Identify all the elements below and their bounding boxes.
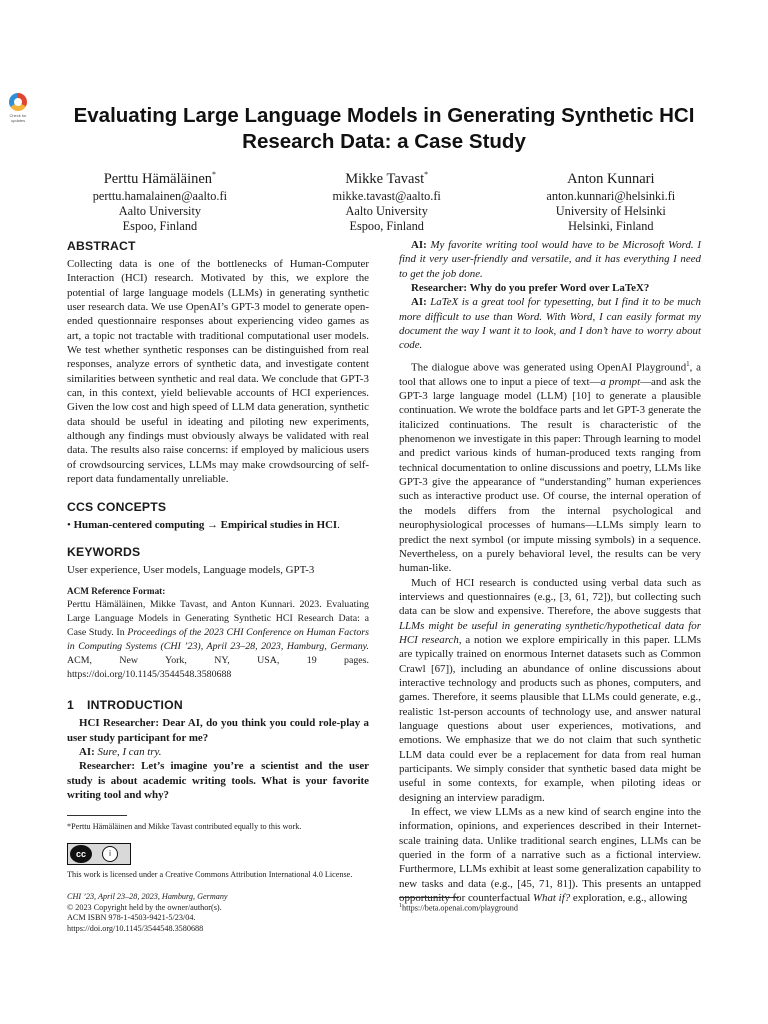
license-text: This work is licensed under a Creative Commons Attribution International 4.0 License. <box>67 869 353 879</box>
text-run: Much of HCI research is conducted using verbal data such as interviews and questionnaires (e.g., [3, 61, 72]), but collecting such data can be slow and expensive. Therefore, the above suggests that <box>399 576 701 618</box>
author-mark: * <box>424 170 429 179</box>
author-email[interactable]: anton.kunnari@helsinki.fi <box>546 188 676 203</box>
footnote-rule <box>399 897 459 898</box>
by-icon: i <box>102 846 118 862</box>
author-block <box>333 166 441 234</box>
speaker: Researcher: <box>79 760 136 773</box>
dialogue-a1 <box>67 745 369 759</box>
author-location: Espoo, Finland <box>122 218 198 233</box>
author-list <box>40 166 728 234</box>
author-email[interactable]: mikke.tavast@aalto.fi <box>332 188 441 203</box>
utterance: LaTeX is a great tool for typesetting, but I find it to be much more difficult to use than Word. With Word, I can easily format my document the way I want it to look, and I don’t have to worry about code. <box>399 296 701 352</box>
paragraph-1 <box>399 357 701 576</box>
utterance: Dear AI, do you think you could role-play a user study participant for me? <box>67 717 369 744</box>
copyright-line: © 2023 Copyright held by the owner/author(s). <box>67 902 222 912</box>
intro-heading <box>67 697 369 713</box>
speaker: AI: <box>411 239 427 251</box>
text-run: a prompt <box>600 375 641 388</box>
dialogue-q3 <box>399 281 701 295</box>
footnote-ref[interactable]: 1 <box>686 359 690 368</box>
footnote-link[interactable]: https://beta.openai.com/playground <box>402 903 518 913</box>
right-column <box>399 238 701 905</box>
text-run: —and ask the GPT-3 large language model (LLM) [10] to generate a plausible continuation. We wrote the boldface parts and let GPT-3 generate the italicized continuations. The result is characteristic of the phenomenon we investigate in this paper: Through learning to model and predict various kinds of human-produced texts ranging from technical documentation to online discussions and poetry, LLMs like GPT-3 give the appearance of “understanding” human experiences such as interactive product use. Of course, the internal operation of the models differs from the internal psychological and neurophysiological processes of humans—LLMs simply learn to predict the next symbol (or impute missing symbols) in a sequence. Nevertheless, on a purely behavioral level, the results can be very human-like. <box>399 375 701 575</box>
section-number: 1 <box>67 698 74 713</box>
section-title: INTRODUCTION <box>87 698 183 713</box>
acm-reference-venue: Proceedings of the 2023 CHI Conference on Human Factors in Computing Systems (CHI ’23), April 23–28, 2023, Hamburg, Germany. <box>67 627 369 653</box>
crossmark-label: Check for updates <box>9 113 27 123</box>
acm-reference-heading: ACM Reference Format: <box>67 586 166 597</box>
text-run: In effect, we view LLMs as a new kind of search engine into the information, opinions, and experiences described in their Internet-scale training data. Unlike traditional search engines, LLMs can be queried in the form of a narrative such as a fictional interview. Furthermore, LLMs exhibit at least some generalization capability to new tasks and data (e.g., [45, 71, 81]). This presents an untapped opportunity for counterfactual <box>399 806 701 905</box>
publication-info <box>67 892 369 935</box>
utterance: Why do you prefer Word over LaTeX? <box>467 282 650 295</box>
ccs-heading: CCS CONCEPTS <box>67 499 167 514</box>
author-location: Espoo, Finland <box>349 218 424 233</box>
dialogue-q2 <box>67 759 369 802</box>
text-run: exploration, e.g., allowing <box>570 892 688 905</box>
author-name: Anton Kunnari <box>567 170 655 187</box>
abstract-text: Collecting data is one of the bottlenecks of Human-Computer Interaction (HCI) research. Motivated by this, we explore the potential of large language models (LLMs) in generating synthetic user research data. We use OpenAI’s GPT-3 model to generate open-ended questionnaire responses about experiencing video games as art, a topic not tractable with traditional computational user models. We test whether synthetic responses can be distinguished from real responses, analyze errors of synthetic data, and investigate content similarities between synthetic and real data. We conclude that GPT-3 can, in this context, yield believable accounts of HCI experiences. Given the low cost and high speed of LLM data generation, synthetic data should be useful in ideating and piloting new experiments, although any findings must obviously always be validated with real data. The results also raise concerns: if employed by malicious users of crowdsourcing services, LLMs may make crowdsourcing of self-report data fundamentally unreliable. <box>67 258 369 486</box>
author-name: Mikke Tavast <box>345 170 425 187</box>
author-name: Perttu Hämäläinen <box>103 170 213 187</box>
playground-footnote <box>399 897 701 914</box>
text-run: LLMs might be useful in generating synthetic/hypothetical data for HCI research <box>399 619 701 646</box>
author-block <box>93 166 227 234</box>
abstract-heading: ABSTRACT <box>67 239 136 253</box>
author-affiliation: Aalto University <box>345 203 428 218</box>
keywords-heading: KEYWORDS <box>67 544 141 559</box>
doi-link[interactable]: https://doi.org/10.1145/3544548.3580688 <box>67 924 204 934</box>
utterance: My favorite writing tool would have to be Microsoft Word. I find it very user-friendly and versatile, and it has everything I need to get the job done. <box>399 239 701 280</box>
isbn-line: ACM ISBN 978-1-4503-9421-5/23/04. <box>67 913 196 923</box>
dialogue-a3 <box>399 295 701 352</box>
ccs-concept: Human-centered computing → Empirical studies in HCI <box>73 518 338 531</box>
crossmark-badge[interactable] <box>3 93 33 127</box>
footnote-mark: 1 <box>399 903 402 909</box>
ccs-concepts <box>67 518 369 532</box>
paragraph-2 <box>399 576 701 806</box>
dialogue-a2 <box>399 238 701 281</box>
license-block <box>67 843 369 880</box>
cc-icon: cc <box>70 845 92 863</box>
left-column <box>67 238 369 935</box>
speaker: AI: <box>79 745 95 758</box>
crossmark-icon <box>9 93 27 111</box>
utterance: Sure, I can try. <box>94 745 162 758</box>
ccs-end: . <box>337 518 340 531</box>
footnote-rule <box>67 815 127 816</box>
text-run: , a tool that allows one to input a piece of text— <box>399 361 702 388</box>
text-run: The dialogue above was generated using OpenAI Playground <box>411 361 687 374</box>
author-location: Helsinki, Finland <box>568 218 654 233</box>
speaker: Researcher: <box>411 282 468 295</box>
speaker: HCI Researcher: <box>79 717 159 730</box>
acm-reference-pre: Perttu Hämäläinen, Mikke Tavast, and Anton Kunnari. 2023. Evaluating Large Language Models in Generating Synthetic HCI Research Data: a Case Study. In <box>67 599 369 639</box>
text-run: , a notion we explore empirically in this paper. LLMs are typically trained on enormous Internet datasets such as Common Crawl [67]), including an abundance of online discussions about interactive technology and products such as phones, computers, and games. Therefore, it seems plausible that LLMs could generate, e.g., realistic 1st-person accounts of technology use, and answer natural language questions about user experiences, motivations, and emotions. We emphasize that we do not claim that such synthetic LLM data could ever be a replacement for data from real human participants. We simply consider that synthetic based data might be useful in some contexts, for example, when piloting ideas or designing an interview paradigm. <box>399 633 701 804</box>
author-block <box>546 166 675 234</box>
dialogue-q1 <box>67 716 369 745</box>
paper-title: Evaluating Large Language Models in Generating Synthetic HCI Research Data: a Case Study <box>73 104 695 153</box>
cc-by-badge[interactable] <box>67 843 131 865</box>
text-run: What if? <box>532 892 571 905</box>
venue-line: CHI ’23, April 23–28, 2023, Hamburg, Germany <box>67 891 228 901</box>
keywords-text: User experience, User models, Language models, GPT-3 <box>67 563 315 576</box>
speaker: AI: <box>411 296 427 309</box>
ccs-bullet: • <box>67 518 71 531</box>
utterance: Let’s imagine you’re a scientist and the user study is about academic writing tools. What is your favorite writing tool and why? <box>67 760 369 801</box>
equal-contribution-note: *Perttu Hämäläinen and Mikke Tavast contributed equally to this work. <box>67 822 302 832</box>
author-email[interactable]: perttu.hamalainen@aalto.fi <box>92 188 228 203</box>
author-mark: * <box>212 170 217 179</box>
acm-reference-post: ACM, New York, NY, USA, 19 pages. https://doi.org/10.1145/3544548.3580688 <box>67 655 369 681</box>
paragraph-3 <box>399 805 701 905</box>
author-affiliation: University of Helsinki <box>555 203 666 218</box>
acm-reference <box>67 584 369 682</box>
author-affiliation: Aalto University <box>118 203 202 218</box>
